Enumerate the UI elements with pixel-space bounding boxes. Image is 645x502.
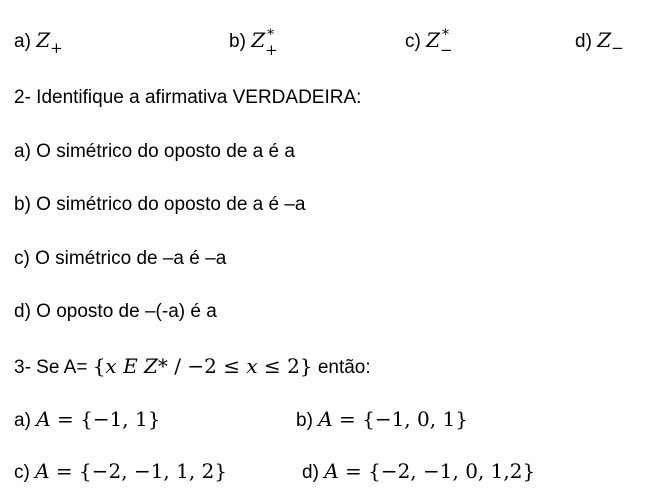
option-expression: 𝐴 = {−1, 0, 1} [318,407,468,431]
option-label: d) [302,462,319,483]
math-subscript: + [265,41,278,59]
option-label: a) [14,31,31,52]
math-z-star-plus [251,27,279,59]
option-label: b) [229,31,246,52]
math-z-star-minus [426,27,454,59]
math-base: Z [597,28,612,52]
question-2-title: 2- Identifique a afirmativa VERDADEIRA: [14,87,362,108]
option-label: c) [14,462,30,483]
math-z-plus [36,28,63,57]
option-expression: 𝐴 = {−2, −1, 1, 2} [35,459,228,483]
question-3-option-a [14,407,160,433]
option-label: a) [14,410,31,431]
question-2-option-a: a) O simétrico do oposto de a é a [14,141,295,162]
question-3-option-b [296,407,468,433]
option-expression: 𝐴 = {−2, −1, 0, 1,2} [324,459,536,483]
option-d-z-minus [575,28,624,57]
question-3-option-d [302,459,535,485]
question-3-title [14,354,371,378]
math-base: Z [426,28,441,52]
option-label: b) [296,410,313,431]
math-superscript: * [442,27,450,43]
math-subscript: + [50,39,63,57]
math-superscript: * [267,27,275,43]
option-label: d) [575,31,592,52]
question-3-prefix: 3- Se A= [14,357,88,378]
question-2-option-d: d) O oposto de –(-a) é a [14,301,217,322]
option-c-z-star-minus [405,27,454,59]
question-3-set-expression: {𝑥 𝐸 𝑍* / −2 ≤ 𝑥 ≤ 2} [92,354,313,378]
option-b-z-star-plus [229,27,279,59]
option-label: c) [405,31,421,52]
question-3-option-c [14,459,227,485]
question-2-option-b: b) O simétrico do oposto de a é –a [14,194,306,215]
question-2-option-c: c) O simétrico de –a é –a [14,248,227,269]
math-z-minus [597,28,624,57]
option-a-z-plus [14,28,63,57]
math-subscript: − [440,41,453,59]
math-sup-sub [440,27,454,59]
math-sup-sub [265,27,279,59]
option-expression: 𝐴 = {−1, 1} [36,407,161,431]
math-base: Z [36,28,51,52]
question-3-suffix: então: [317,357,371,378]
math-subscript: − [611,39,624,57]
math-base: Z [251,28,266,52]
